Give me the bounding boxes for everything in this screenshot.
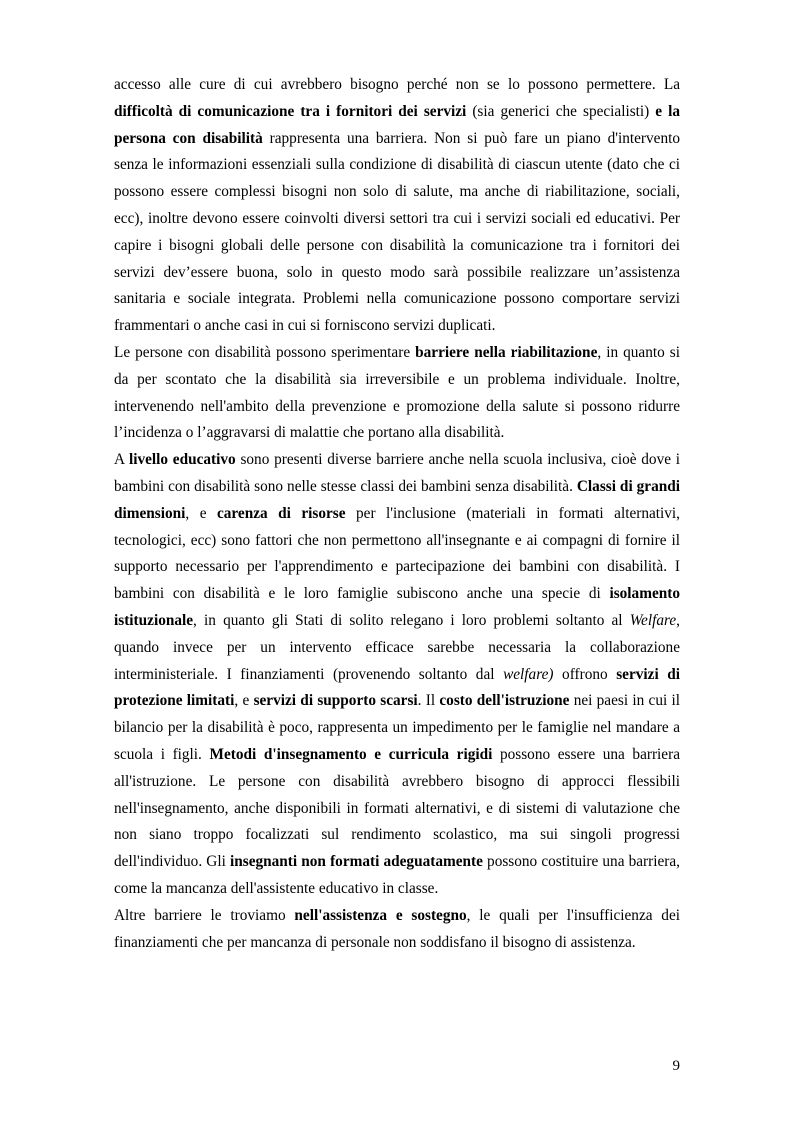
paragraph-2 (114, 340, 680, 447)
text-run: A (114, 451, 129, 469)
bold-phrase: difficoltà di comunicazione tra i fornitori dei servizi (114, 102, 467, 120)
page-body (114, 72, 680, 956)
text-run: possono essere una barriera all'istruzione. Le persone con disabilità avrebbero bisogno di approcci flessibili nell'insegnamento, anche disponibili in formati alternativi, e di sistemi di valutazione che non siano troppo focalizzati sul rendimento scolastico, ma sui singoli progressi dell'individuo. Gli (114, 745, 680, 871)
bold-phrase: servizi di supporto scarsi (253, 692, 418, 710)
italic-phrase: Welfare (629, 611, 677, 629)
page-number: 9 (672, 1058, 680, 1074)
bold-phrase: costo dell'istruzione (439, 692, 570, 710)
text-run: nei paesi in cui il bilancio per la disabilità è poco, rappresenta un impedimento per le famiglie nel mandare a scuola i figli. (114, 692, 680, 763)
text-run: (sia generici che specialisti) (466, 102, 656, 120)
text-run: , e (234, 692, 254, 710)
text-run: accesso alle cure di cui avrebbero bisogno perché non se lo possono permettere. La (114, 76, 680, 93)
text-run: Altre barriere le troviamo (114, 906, 295, 924)
text-run: rappresenta una barriera. Non si può fare un piano d'intervento senza le informazioni essenziali sulla condizione di disabilità di ciascun utente (dato che ci possono essere complessi bisogni non solo di salute, ma anche di riabilitazione, sociali, ecc), inoltre devono essere coinvolti diversi settori tra cui i servizi sociali ed educativi. Per capire i bisogni globali delle persone con disabilità la comunicazione tra i fornitori dei servizi dev’essere buona, solo in questo modo sarà possibile realizzare un’assistenza sanitaria e sociale integrata. Problemi nella comunicazione possono comportare servizi frammentari o anche casi in cui si forniscono servizi duplicati. (114, 129, 680, 335)
text-run: , in quanto gli Stati di solito relegano i loro problemi soltanto al (193, 611, 630, 629)
text-run: sono presenti diverse barriere anche nella scuola inclusiva, cioè dove i bambini con disabilità sono nelle stesse classi dei bambini senza disabilità. (114, 451, 681, 495)
paragraph-1 (114, 72, 680, 340)
bold-phrase: e la persona con disabilità (114, 102, 681, 147)
bold-phrase: isolamento istituzionale (114, 585, 680, 629)
italic-phrase: welfare) (503, 665, 554, 683)
text-run: offrono (553, 665, 617, 683)
bold-phrase: insegnanti non formati adeguatamente (229, 853, 483, 871)
paragraph-3 (114, 447, 680, 903)
text-run: per l'inclusione (materiali in formati alternativi, tecnologici, ecc) sono fattori che non permettono all'insegnante e ai compagni di fornire il supporto necessario per l'apprendimento e partecipazione dei bambini con disabilità. I bambini con disabilità e le loro famiglie subiscono anche una specie di (114, 504, 680, 603)
text-run: , quando invece per un intervento efficace sarebbe necessaria la collaborazione interministeriale. I finanziamenti (provenendo soltanto dal (114, 611, 680, 683)
paragraph-4 (114, 903, 680, 957)
text-run: , le quali per l'insufficienza dei finanziamenti che per mancanza di personale non soddisfano il bisogno di assistenza. (114, 906, 680, 951)
text-run: . Il (417, 692, 440, 710)
text-run: , e (185, 504, 217, 522)
bold-phrase: carenza di risorse (216, 504, 346, 522)
bold-phrase: livello educativo (128, 451, 236, 469)
bold-phrase: servizi di protezione limitati (114, 665, 681, 710)
text-run: Le persone con disabilità possono sperimentare (114, 343, 416, 361)
text-run: , in quanto si da per scontato che la disabilità sia irreversibile e un problema individuale. Inoltre, intervenendo nell'ambito della prevenzione e promozione della salute si possono ridurre l’incidenza o l’aggravarsi di malattie che portano alla disabilità. (114, 343, 680, 442)
bold-phrase: Metodi d'insegnamento e curricula rigidi (209, 745, 493, 763)
bold-phrase: nell'assistenza e sostegno (294, 906, 467, 924)
text-run: possono costituire una barriera, come la mancanza dell'assistente educativo in classe. (114, 853, 680, 897)
bold-phrase: Classi di grandi dimensioni (114, 477, 681, 522)
bold-phrase: barriere nella riabilitazione (415, 343, 598, 361)
